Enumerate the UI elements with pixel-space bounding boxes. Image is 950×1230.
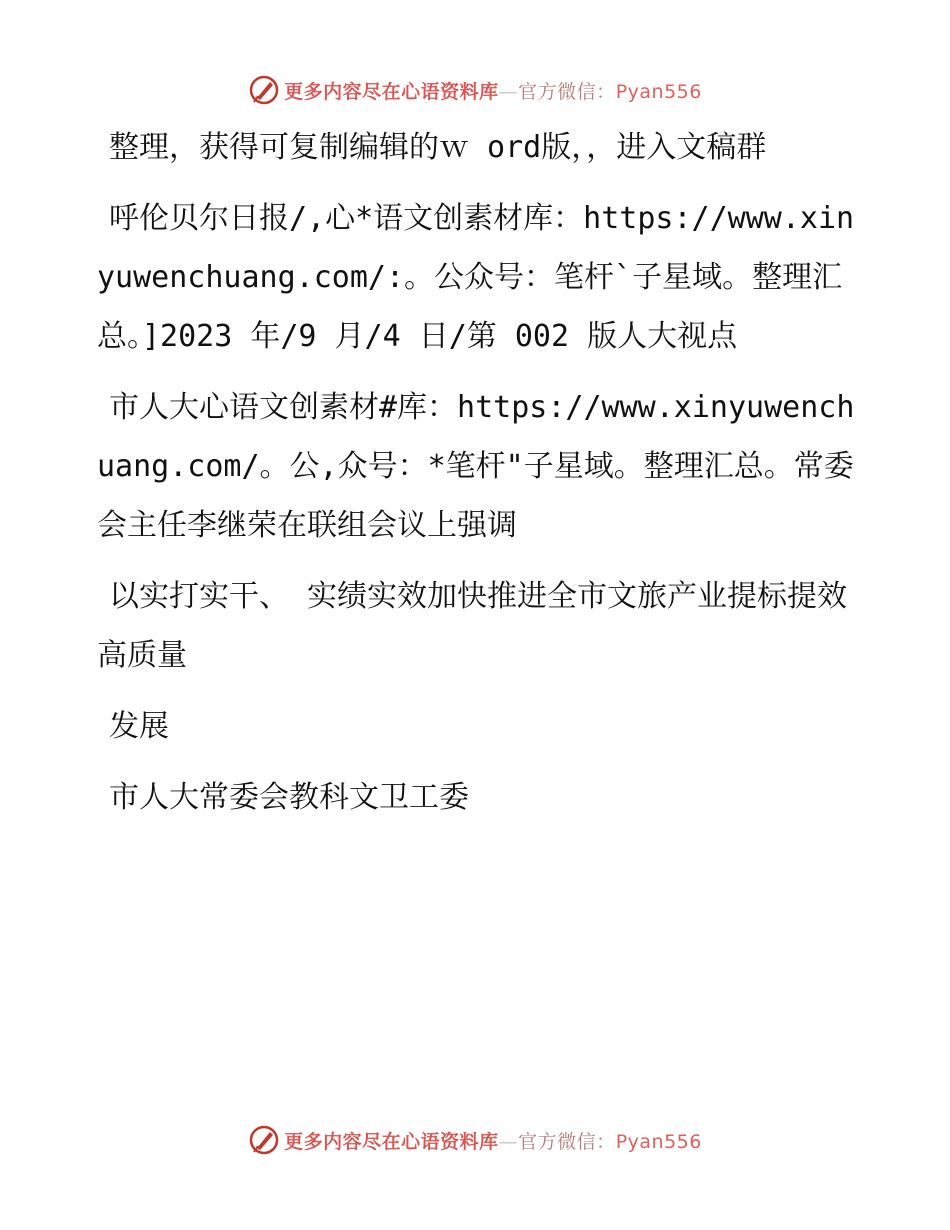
watermark-separator: — bbox=[498, 80, 519, 103]
paragraph-headline-main: 以实打实干、 实绩实效加快推进全市文旅产业提标提效高质量 bbox=[97, 579, 848, 673]
paragraph-byline: 市人大常委会教科文卫工委 bbox=[109, 780, 469, 815]
watermark-text bbox=[284, 77, 702, 104]
quill-pen-logo-icon bbox=[248, 74, 280, 106]
footer-watermark-banner bbox=[0, 1120, 950, 1160]
watermark-main-text: 更多内容尽在心语资料库 bbox=[284, 1130, 499, 1153]
watermark-main-text: 更多内容尽在心语资料库 bbox=[284, 80, 499, 103]
watermark-separator: — bbox=[498, 1130, 519, 1153]
watermark-middle-text: 官方微信： bbox=[518, 1130, 616, 1153]
watermark-account-id: Pyan556 bbox=[615, 80, 702, 103]
header-watermark-banner bbox=[0, 70, 950, 110]
watermark-middle-text: 官方微信： bbox=[518, 80, 616, 103]
paragraph-headline-kicker: 市人大心语文创素材#库：https://www.xinyuwenchuang.com/。公,众号：*笔杆"子星域。整理汇总。常委会主任李继荣在联组会议上强调 bbox=[97, 390, 855, 543]
watermark-account-id: Pyan556 bbox=[615, 1130, 702, 1153]
document-body bbox=[97, 118, 857, 839]
paragraph-headline-tail: 发展 bbox=[109, 709, 169, 744]
paragraph-source-info: 呼伦贝尔日报/,心*语文创素材库：https://www.xinyuwenchuang.com/:。公众号：笔杆`子星域。整理汇总。]2023 年/9 月/4 日/第 002 版人大视点 bbox=[97, 201, 855, 354]
paragraph-intro: 整理，获得可复制编辑的ｗ ord版，，进入文稿群 bbox=[109, 130, 767, 165]
quill-pen-logo-icon bbox=[248, 1124, 280, 1156]
watermark-text bbox=[284, 1127, 702, 1154]
